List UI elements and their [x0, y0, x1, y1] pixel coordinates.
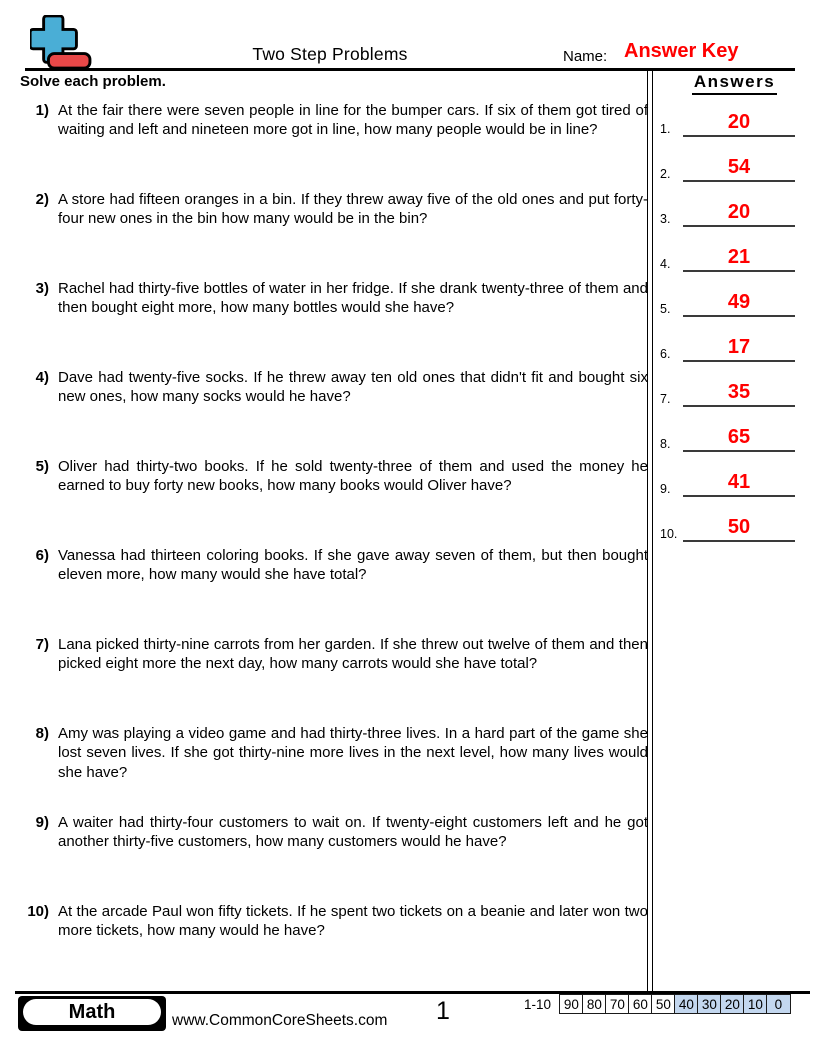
- problem-7: [20, 635, 648, 674]
- problem-text: Lana picked thirty-nine carrots from her garden. If she threw out twelve of them and then picked eight more the next day, how many carrots would she have total?: [58, 636, 648, 673]
- subject-badge: [18, 996, 166, 1031]
- answer-blank-line: [683, 289, 795, 317]
- answer-number: 9.: [660, 482, 671, 496]
- answer-value: 65: [727, 426, 751, 448]
- answer-blank-line: [683, 469, 795, 497]
- name-value-answer-key: Answer Key: [624, 40, 739, 62]
- answers-heading: Answers: [653, 72, 816, 95]
- problem-number: 7): [35, 636, 49, 653]
- page-number: 1: [436, 997, 450, 1025]
- problem-number: 6): [35, 547, 49, 564]
- answer-value: 20: [727, 201, 751, 223]
- instruction-text: Solve each problem.: [20, 73, 166, 90]
- problem-2: [20, 190, 648, 229]
- score-cell: 30: [697, 994, 722, 1014]
- score-cell: 80: [582, 994, 607, 1014]
- score-cell: 70: [605, 994, 630, 1014]
- problem-text: Amy was playing a video game and had thirty-three lives. In a hard part of the game she lost seven lives. If she got thirty-nine more lives in the next level, how many lives would she have?: [58, 725, 648, 781]
- problem-number: 4): [35, 369, 49, 386]
- answer-value: 35: [727, 381, 751, 403]
- problem-number: 10): [27, 903, 49, 920]
- problem-4: [20, 368, 648, 407]
- answer-blank-line: [683, 379, 795, 407]
- answer-row-1: [653, 109, 816, 137]
- problem-number: 5): [35, 458, 49, 475]
- answer-row-5: [653, 289, 816, 317]
- problem-10: [20, 902, 648, 941]
- problem-text: Rachel had thirty-five bottles of water in her fridge. If she drank twenty-three of them and then bought eight more, how many bottles would she have?: [58, 280, 648, 317]
- answer-row-4: [653, 244, 816, 272]
- answer-value: 21: [727, 246, 751, 268]
- answer-blank-line: [683, 154, 795, 182]
- answer-blank-line: [683, 244, 795, 272]
- problem-number: 2): [35, 191, 49, 208]
- score-cells: [559, 994, 791, 1014]
- answer-number: 5.: [660, 302, 671, 316]
- problem-text: Oliver had thirty-two books. If he sold twenty-three of them and used the money he earned to buy forty new books, how many books would Oliver have?: [58, 458, 648, 495]
- problem-3: [20, 279, 648, 318]
- answer-value: 50: [727, 516, 751, 538]
- score-cell: 60: [628, 994, 653, 1014]
- answer-value: 49: [727, 291, 751, 313]
- problem-9: [20, 813, 648, 852]
- problem-text: A store had fifteen oranges in a bin. If they threw away five of the old ones and put forty-four new ones in the bin how many would be in the bin?: [58, 191, 648, 228]
- answer-number: 7.: [660, 392, 671, 406]
- answer-number: 2.: [660, 167, 671, 181]
- problem-number: 8): [35, 725, 49, 742]
- score-range-label: 1-10: [524, 997, 552, 1012]
- problem-6: [20, 546, 648, 585]
- answer-value: 54: [727, 156, 751, 178]
- website-url: www.CommonCoreSheets.com: [172, 1012, 388, 1029]
- subject-badge-label: Math: [23, 999, 161, 1025]
- problem-8: [20, 724, 648, 782]
- problem-number: 3): [35, 280, 49, 297]
- score-cell: 0: [766, 994, 791, 1014]
- answer-blank-line: [683, 199, 795, 227]
- page-title: Two Step Problems: [252, 44, 408, 64]
- problem-number: 1): [35, 102, 49, 119]
- answers-panel: [653, 71, 816, 993]
- answer-number: 6.: [660, 347, 671, 361]
- answer-number: 10.: [660, 527, 678, 541]
- answer-row-3: [653, 199, 816, 227]
- answer-number: 8.: [660, 437, 671, 451]
- answer-row-10: [653, 514, 816, 542]
- problem-text: At the arcade Paul won fifty tickets. If he spent two tickets on a beanie and later won two more tickets, how many would he have?: [58, 903, 648, 940]
- problem-number: 9): [35, 814, 49, 831]
- problem-text: Vanessa had thirteen coloring books. If she gave away seven of them, but then bought eleven more, how many would she have total?: [58, 547, 648, 584]
- score-cell: 10: [743, 994, 768, 1014]
- problem-text: Dave had twenty-five socks. If he threw away ten old ones that didn't fit and bought six new ones, how many socks would he have?: [58, 369, 648, 406]
- plus-minus-logo-icon: [30, 15, 92, 70]
- answer-blank-line: [683, 334, 795, 362]
- problem-text: At the fair there were seven people in line for the bumper cars. If six of them got tired of waiting and left and nineteen more got in line, how many people would be in line?: [58, 102, 648, 139]
- answer-value: 20: [727, 111, 751, 133]
- answer-blank-line: [683, 109, 795, 137]
- answer-row-2: [653, 154, 816, 182]
- name-label: Name:: [563, 48, 608, 65]
- answer-number: 3.: [660, 212, 671, 226]
- score-table: [524, 994, 791, 1014]
- answer-row-8: [653, 424, 816, 452]
- score-cell: 50: [651, 994, 676, 1014]
- answer-row-7: [653, 379, 816, 407]
- score-cell: 90: [559, 994, 584, 1014]
- answer-value: 17: [727, 336, 751, 358]
- answer-blank-line: [683, 514, 795, 542]
- problem-text: A waiter had thirty-four customers to wait on. If twenty-eight customers left and he got another thirty-five customers, how many customers would he have?: [58, 814, 648, 851]
- answer-blank-line: [683, 424, 795, 452]
- score-cell: 20: [720, 994, 745, 1014]
- answer-row-9: [653, 469, 816, 497]
- answer-number: 1.: [660, 122, 671, 136]
- problem-1: [20, 101, 648, 140]
- problem-5: [20, 457, 648, 496]
- answer-value: 41: [727, 471, 751, 493]
- answer-row-6: [653, 334, 816, 362]
- score-cell: 40: [674, 994, 699, 1014]
- answer-number: 4.: [660, 257, 671, 271]
